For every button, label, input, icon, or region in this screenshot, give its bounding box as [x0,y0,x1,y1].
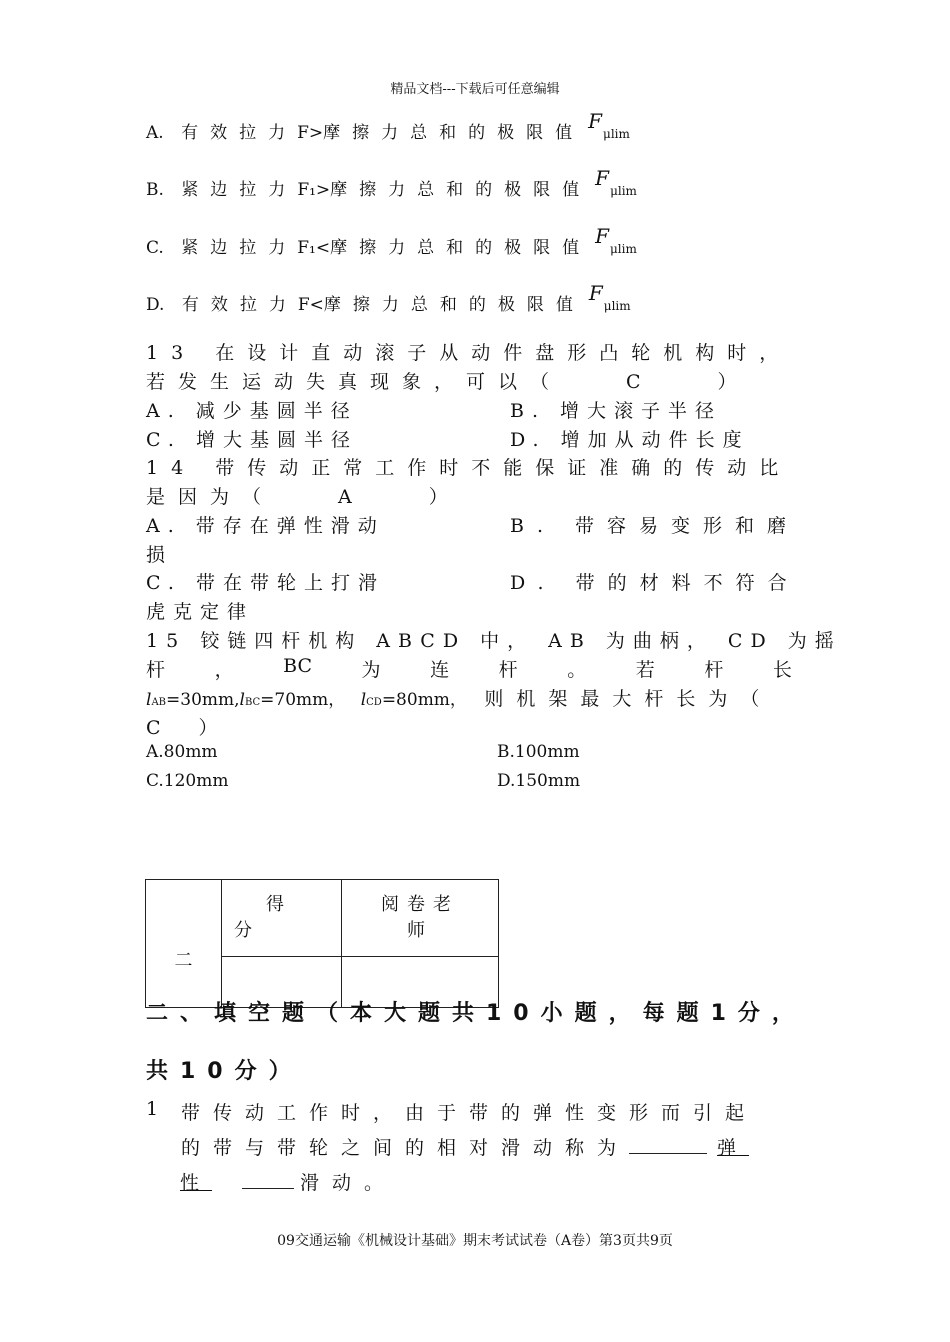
fill-q1-number: 1 [146,1098,159,1120]
q14-option-a: A. 带存在弹性滑动 [146,515,385,537]
q14-option-d: D. 带的材料不符合 [510,572,800,594]
f-mu-lim-symbol: Fμlim [595,166,637,198]
score-header-cell: 得 分 [222,880,342,957]
answer-blank [242,1170,294,1189]
q13-option-a: A. 减少基圆半径 [146,400,358,422]
f-mu-lim-symbol: Fμlim [588,109,630,141]
q14-option-b-cont: 损 [146,544,166,566]
page-header: 精品文档---下载后可任意编辑 [390,82,560,97]
q15-line-4: C ） [146,717,218,739]
fill-q1-line-1: 带传动工作时，由于带的弹性变形而引起 [181,1102,758,1124]
page-footer: 09交通运输《机械设计基础》期末考试试卷（A卷）第3页共9页 [277,1233,673,1249]
q13-line-1: 13 在设计直动滚子从动件盘形凸轮机构时， [146,342,792,364]
fill-q1-line-3: 性 滑动。 [180,1172,397,1194]
q15-option-d: D.150mm [497,771,581,791]
q13-option-c: C. 增大基圆半径 [146,429,358,451]
fill-q1-line-2: 的带与带轮之间的相对滑动称为 弹 [181,1137,750,1159]
score-table [145,879,499,1008]
q15-line-2: 杆 ， BC 为 连 杆 。 若 杆 长 [146,655,792,681]
q14-line-2: 是因为（ A ） [146,486,461,508]
q14-option-d-cont: 虎克定律 [146,601,255,623]
q14-option-b: B. 带容易变形和磨 [510,515,800,537]
q12-option-a: A. 有效拉力F>摩擦力总和的极限值 Fμlim [146,109,630,143]
grader-header-cell: 阅卷老 师 [342,880,499,957]
q13-option-d: D. 增加从动件长度 [510,429,750,451]
f-mu-lim-symbol: Fμlim [588,281,631,313]
q15-option-c: C.120mm [146,771,229,791]
q12-option-d: D. 有效拉力F<摩擦力总和的极限值 Fμlim [146,281,631,315]
q15-option-a: A.80mm [146,742,218,762]
q14-option-c: C. 带在带轮上打滑 [146,572,385,594]
section-number-cell: 二 [146,880,222,1008]
f-mu-lim-symbol: Fμlim [595,224,637,256]
q14-line-1: 14 带传动正常工作时不能保证准确的传动比 [146,457,792,479]
q12-option-c: C. 紧边拉力F₁<摩擦力总和的极限值 Fμlim [146,224,637,258]
q15-line-1: 15 铰链四杆机构 ABCD 中， AB 为曲柄， CD 为摇 [146,630,842,652]
answer-blank [629,1135,707,1154]
q15-option-b: B.100mm [497,742,580,762]
q12-option-b: B. 紧边拉力F₁>摩擦力总和的极限值 Fμlim [146,166,637,200]
section-2-title-line-1: 二、填空题（本大题共10小题，每题1分， [146,1001,806,1026]
q13-line-2: 若发生运动失真现象，可以（ C ） [146,371,750,393]
q13-option-b: B. 增大滚子半径 [510,400,723,422]
q15-line-3: lAB=30mm,lBC=70mm， lCD=80mm， 则机架最大杆长为（ [146,688,773,710]
section-2-title-line-2: 共10分） [146,1059,303,1084]
